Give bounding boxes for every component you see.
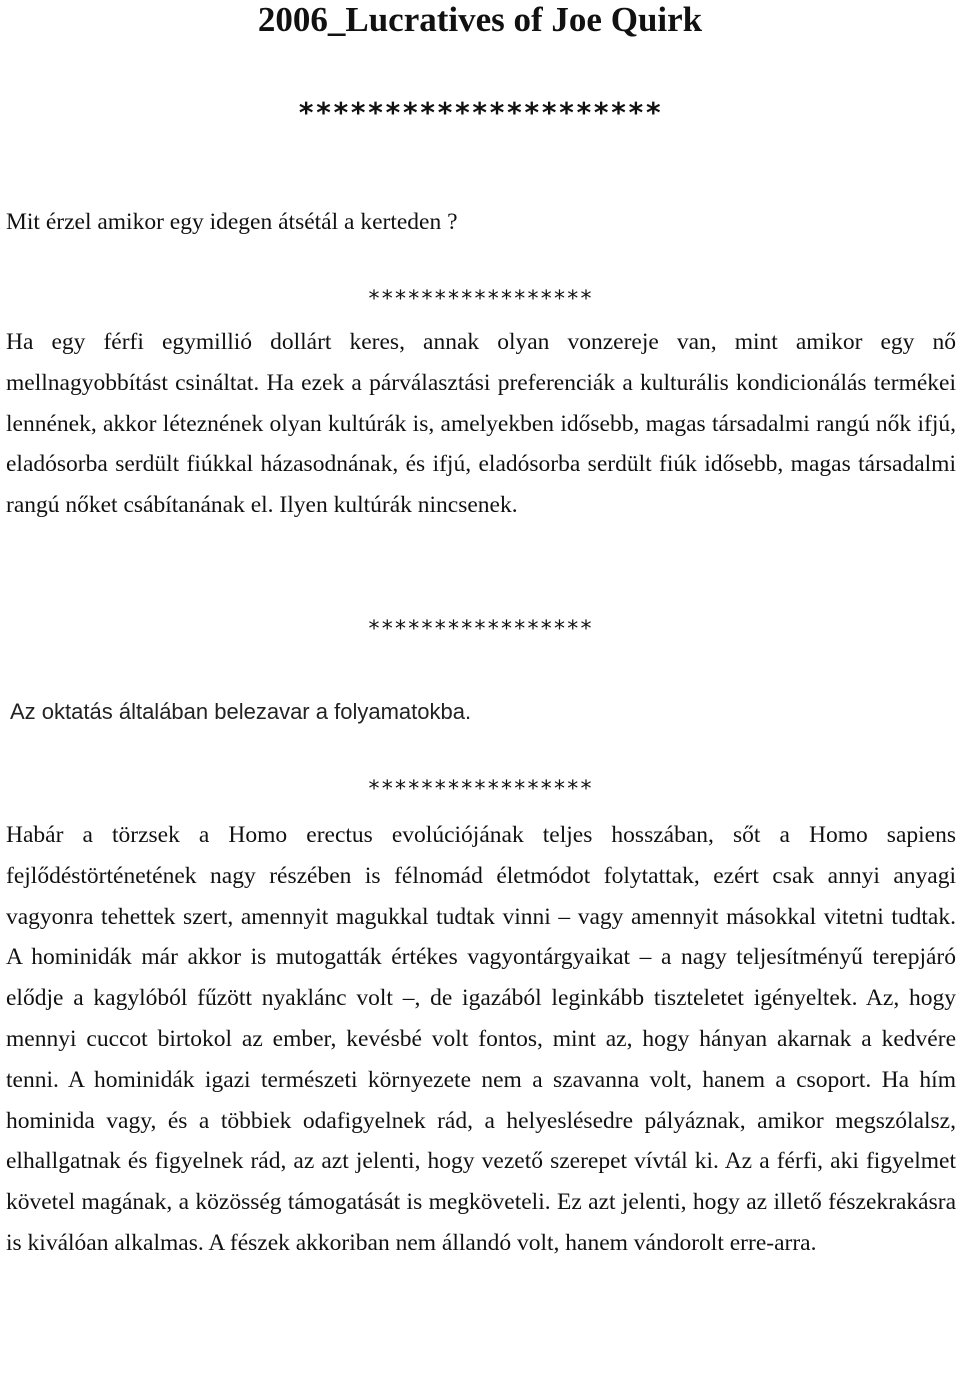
separator-stars-top: ********************* (297, 96, 663, 129)
separator-stars-2: ***************** (367, 617, 593, 642)
question-line: Mit érzel amikor egy idegen átsétál a kerteden ? (6, 209, 458, 235)
separator-stars-1: ***************** (367, 287, 593, 312)
paragraph-hominids: Habár a törzsek a Homo erectus evolúciójának teljes hosszában, sőt a Homo sapiens fejlődéstörténetének nagy részében is félnomád életmódot folytattak, ezért csak annyi anyagi vagyonra tehettek szert, amennyit magukkal tudtak vinni – vagy amennyit másokkal vitetni tudtak. A hominidák már akkor is mutogatták értékes vagyontárgyaikat – a nagy teljesítményű terepjáró elődje a kagylóból fűzött nyaklánc volt –, de igazából leginkább tiszteletet igényeltek. Az, hogy mennyi cuccot birtokol az ember, kevésbé volt fontos, mint az, hogy hányan akarnak a kedvére tenni. A hominidák igazi természeti környezete nem a szavanna volt, hanem a csoport. Ha hím hominida vagy, és a többiek odafigyelnek rád, a helyeslésedre pályáznak, amikor megszólalsz, elhallgatnak és figyelnek rád, az azt jelenti, hogy vezető szerepet vívtál ki. Az a férfi, aki figyelmet követel magának, a közösség támogatását is megköveteli. Ez azt jelenti, hogy az illető fészekrakásra is kiválóan alkalmas. A fészek akkoriban nem állandó volt, hanem vándorolt erre-arra. (6, 822, 956, 1256)
document-title: 2006_Lucratives of Joe Quirk (257, 0, 703, 39)
education-statement: Az oktatás általában belezavar a folyamatokba. (10, 699, 472, 724)
paragraph-mate-preferences: Ha egy férfi egymillió dollárt keres, annak olyan vonzereje van, mint amikor egy nő mellnagyobbítást csináltat. Ha ezek a párválasztási preferenciák a kulturális kondicionálás termékei lennének, akkor léteznének olyan kultúrák is, amelyekben idősebb, magas társadalmi rangú nők ifjú, eladósorba serdült fiúkkal házasodnának, és ifjú, eladósorba serdült fiúk idősebb, magas társadalmi rangú nőket csábítanának el. Ilyen kultúrák nincsenek. (6, 329, 956, 519)
separator-stars-3: ***************** (367, 777, 593, 802)
